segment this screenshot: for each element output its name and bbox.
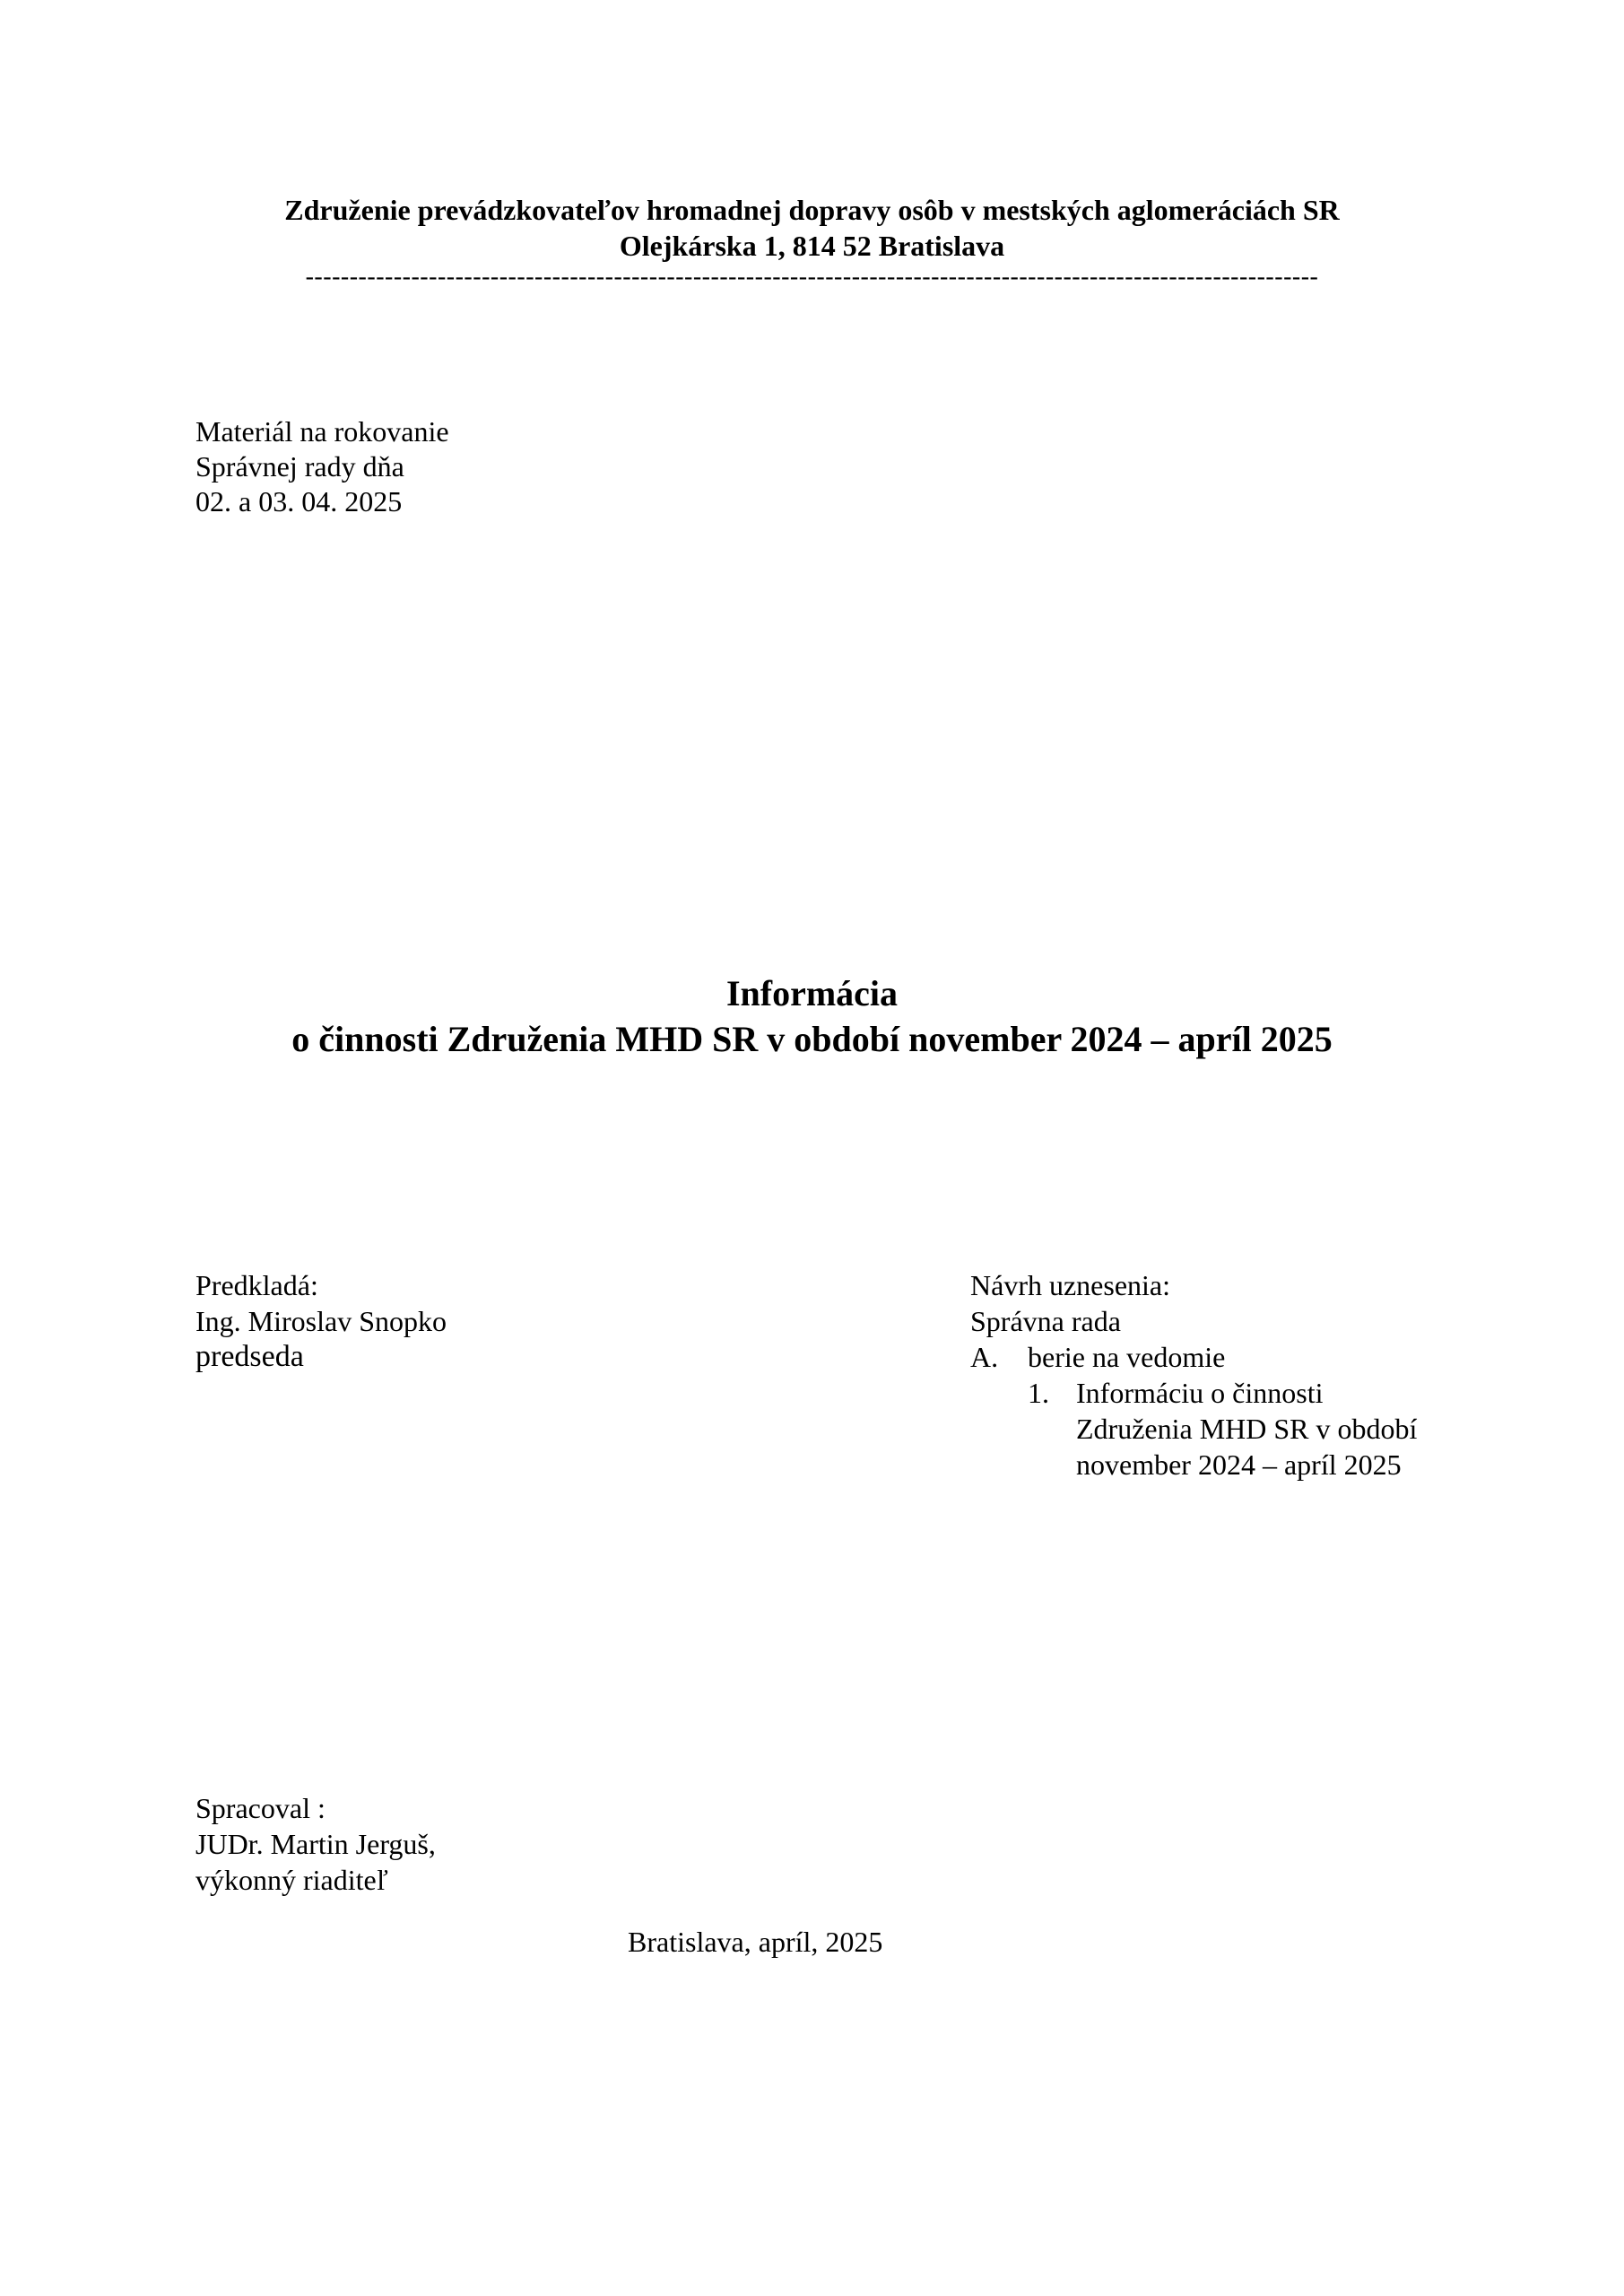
item-a-marker: A. bbox=[970, 1341, 999, 1373]
organization-name: Združenie prevádzkovateľov hromadnej dopravy osôb v mestských aglomeráciách SR bbox=[284, 194, 1340, 226]
title-line-2: o činnosti Združenia MHD SR v období november 2024 – apríl 2025 bbox=[291, 1019, 1333, 1059]
processed-by-name: JUDr. Martin Jerguš, bbox=[195, 1828, 436, 1860]
submitter-label: Predkladá: bbox=[195, 1269, 318, 1301]
item-a-text: berie na vedomie bbox=[1028, 1341, 1226, 1373]
submitter-role: predseda bbox=[195, 1340, 304, 1373]
resolution-proposal bbox=[970, 1267, 1417, 1483]
submitter-name: Ing. Miroslav Snopko bbox=[195, 1305, 447, 1337]
processed-by-label: Spracoval : bbox=[195, 1792, 326, 1824]
subitem-number: 1. bbox=[1028, 1377, 1049, 1409]
subitem-line-1: Informáciu o činnosti bbox=[1076, 1377, 1324, 1409]
material-line-2: Správnej rady dňa bbox=[195, 450, 404, 483]
material-note bbox=[195, 414, 449, 519]
document-header bbox=[0, 192, 1624, 264]
title-line-1: Informácia bbox=[725, 973, 899, 1013]
place-and-date: Bratislava, apríl, 2025 bbox=[628, 1926, 883, 1958]
header-divider: ------------------------------------------------------------------------------------------------------------------- bbox=[305, 263, 1319, 291]
resolution-item-a bbox=[970, 1339, 1417, 1375]
submitter-block bbox=[195, 1267, 447, 1375]
resolution-subitem bbox=[970, 1375, 1417, 1483]
subitem-first-line bbox=[1028, 1375, 1417, 1411]
resolution-label: Návrh uznesenia: bbox=[970, 1269, 1171, 1301]
resolution-body: Správna rada bbox=[970, 1305, 1121, 1337]
material-line-1: Materiál na rokovanie bbox=[195, 415, 449, 448]
organization-address: Olejkárska 1, 814 52 Bratislava bbox=[619, 230, 1005, 262]
processed-by-block bbox=[195, 1790, 436, 1898]
processed-by-role: výkonný riaditeľ bbox=[195, 1864, 388, 1896]
material-date: 02. a 03. 04. 2025 bbox=[195, 485, 403, 517]
subitem-line-2: Združenia MHD SR v období bbox=[1076, 1413, 1418, 1445]
document-title bbox=[0, 970, 1624, 1062]
subitem-line-3: november 2024 – apríl 2025 bbox=[1076, 1448, 1402, 1481]
